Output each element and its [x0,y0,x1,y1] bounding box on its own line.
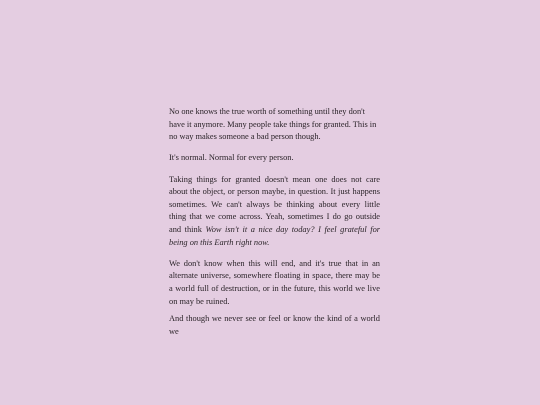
paragraph-1: No one knows the true worth of something until they don't have it anymore. Many people take things for granted. This in no way makes someone a bad person though. [169,107,377,142]
cutoff-text-line: And though we never see or feel or know the kind of a world we [169,314,380,336]
paragraph-2: It's normal. Normal for every person. [169,153,294,163]
paragraph-3-italic: Wow isn't it a nice day today? I feel grateful for being on this Earth right now. [169,224,381,247]
paragraph-4: We don't know when this will end, and it's true that in an alternate universe, somewhere floating in space, there may be a world full of destruction, or in the future, this world we live on may be ruined. [169,258,380,306]
document-body [169,106,380,317]
paragraph-3 [169,174,380,250]
paragraph-3-text: Taking things for granted doesn't mean one does not care about the object, or person maybe, in question. It just happens sometimes. We can't always be thinking about every little thing that we come across. Yeah, sometimes I do go outside and think [169,174,380,234]
